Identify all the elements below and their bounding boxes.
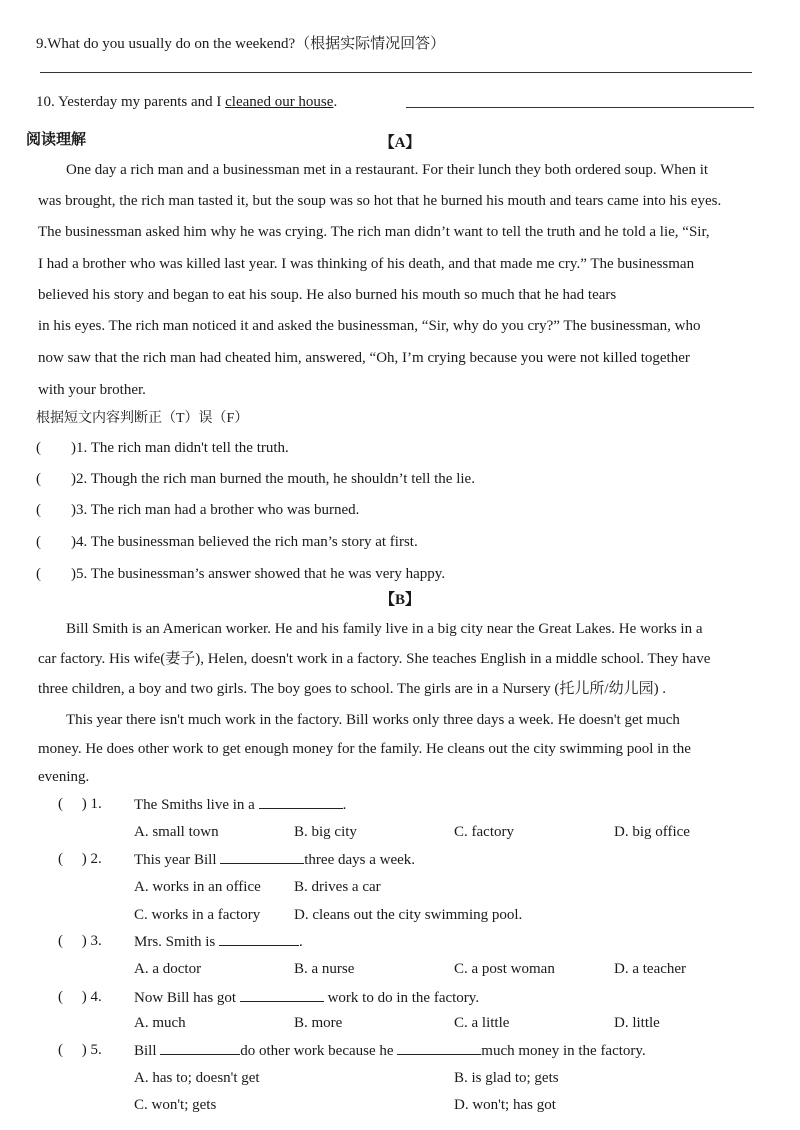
- tf-item: ( )4. The businessman believed the rich man’s story at first.: [36, 534, 418, 550]
- mc-stem: [134, 794, 346, 815]
- passage-a-line: with your brother.: [38, 382, 146, 398]
- mc-option[interactable]: D. won't; has got: [454, 1097, 556, 1113]
- passage-b-line: car factory. His wife(妻子), Helen, doesn't work in a factory. She teaches English in a middle school. They have: [38, 651, 711, 667]
- mc-bracket: ( ) 2.: [58, 851, 102, 867]
- mc-stem-text: Mrs. Smith is: [134, 934, 220, 950]
- passage-a-line: The businessman asked him why he was crying. The rich man didn’t want to tell the truth and he told a lie, “Sir,: [38, 224, 710, 240]
- passage-a-line: One day a rich man and a businessman met in a restaurant. For their lunch they both ordered soup. When it: [66, 162, 709, 178]
- mc-option[interactable]: C. factory: [454, 824, 514, 840]
- mc-bracket: ( ) 1.: [58, 796, 102, 812]
- passage-b-line: evening.: [38, 769, 90, 785]
- mc-option[interactable]: A. has to; doesn't get: [134, 1070, 260, 1086]
- question-10: [36, 92, 337, 112]
- tf-item: ( )1. The rich man didn't tell the truth.: [36, 440, 289, 456]
- mc-stem-text: This year Bill: [134, 852, 221, 868]
- mc-option[interactable]: B. drives a car: [294, 879, 381, 895]
- mc-option[interactable]: C. a post woman: [454, 961, 555, 977]
- question-10-underlined: cleaned our house: [225, 94, 334, 110]
- passage-a-line: I had a brother who was killed last year. I was thinking of his death, and that made me cry.” The businessman: [38, 256, 695, 272]
- mc-stem: [134, 987, 479, 1008]
- mc-stem-text: .: [299, 934, 303, 950]
- answer-blank[interactable]: [160, 1040, 240, 1055]
- mc-option[interactable]: D. a teacher: [614, 961, 687, 977]
- mc-option[interactable]: B. a nurse: [294, 961, 355, 977]
- mc-stem-text: Now Bill has got: [134, 990, 240, 1006]
- passage-a-line: now saw that the rich man had cheated him, answered, “Oh, I’m crying because you were not killed together: [38, 350, 690, 366]
- mc-stem-text: do other work because he: [240, 1043, 398, 1059]
- mc-stem-text: Bill: [134, 1043, 161, 1059]
- answer-line-9[interactable]: [40, 72, 752, 73]
- mc-option[interactable]: A. much: [134, 1015, 186, 1031]
- passage-b-line: This year there isn't much work in the factory. Bill works only three days a week. He doesn't get much: [66, 712, 680, 728]
- passage-b-line: money. He does other work to get enough money for the family. He cleans out the city swimming pool in the: [38, 741, 691, 757]
- passage-a-line: was brought, the rich man tasted it, but the soup was so hot that he burned his mouth and tears came into his eyes.: [38, 193, 722, 209]
- mc-option[interactable]: A. a doctor: [134, 961, 202, 977]
- mc-option[interactable]: C. works in a factory: [134, 907, 261, 923]
- answer-blank[interactable]: [219, 931, 299, 946]
- question-9: 9.What do you usually do on the weekend?（根据实际情况回答）: [36, 36, 446, 52]
- question-10-suffix: .: [333, 94, 338, 110]
- mc-option[interactable]: D. little: [614, 1015, 660, 1031]
- mc-option[interactable]: A. works in an office: [134, 879, 261, 895]
- mc-option[interactable]: C. a little: [454, 1015, 510, 1031]
- mc-option[interactable]: B. is glad to; gets: [454, 1070, 559, 1086]
- mc-option[interactable]: D. cleans out the city swimming pool.: [294, 907, 523, 923]
- answer-blank[interactable]: [397, 1040, 481, 1055]
- tf-instruction: 根据短文内容判断正（T）误（F）: [36, 411, 249, 426]
- passage-a-label: 【A】: [379, 135, 421, 151]
- tf-item: ( )3. The rich man had a brother who was burned.: [36, 502, 360, 518]
- mc-stem-text: work to do in the factory.: [323, 990, 480, 1006]
- answer-blank[interactable]: [240, 987, 324, 1002]
- mc-stem-text: .: [342, 797, 347, 813]
- mc-stem-text: three days a week.: [304, 852, 416, 868]
- mc-stem-text: The Smiths live in a: [134, 797, 259, 813]
- tf-item: ( )5. The businessman’s answer showed that he was very happy.: [36, 566, 446, 582]
- answer-blank[interactable]: [220, 849, 304, 864]
- mc-option[interactable]: C. won't; gets: [134, 1097, 217, 1113]
- mc-option[interactable]: A. small town: [134, 824, 219, 840]
- mc-stem: [134, 849, 415, 870]
- question-10-prefix: 10. Yesterday my parents and I: [36, 94, 226, 110]
- answer-blank[interactable]: [259, 794, 343, 809]
- mc-bracket: ( ) 3.: [58, 933, 102, 949]
- mc-option[interactable]: B. big city: [294, 824, 357, 840]
- mc-option[interactable]: D. big office: [614, 824, 690, 840]
- passage-a-line: in his eyes. The rich man noticed it and asked the businessman, “Sir, why do you cry?” The businessman, who: [38, 318, 701, 334]
- mc-option[interactable]: B. more: [294, 1015, 343, 1031]
- passage-b-label: 【B】: [379, 592, 420, 608]
- passage-b-line: three children, a boy and two girls. The boy goes to school. The girls are in a Nursery (托儿所/幼儿园) .: [38, 681, 667, 697]
- passage-a-line: believed his story and began to eat his soup. He also burned his mouth so much that he had tears: [38, 287, 617, 303]
- passage-b-line: Bill Smith is an American worker. He and his family live in a big city near the Great Lakes. He works in a: [66, 621, 703, 637]
- mc-bracket: ( ) 4.: [58, 989, 102, 1005]
- tf-item: ( )2. Though the rich man burned the mouth, he shouldn’t tell the lie.: [36, 471, 475, 487]
- answer-line-10[interactable]: [406, 107, 754, 108]
- mc-bracket: ( ) 5.: [58, 1042, 102, 1058]
- mc-stem: [134, 1040, 646, 1061]
- section-title: 阅读理解: [26, 132, 87, 148]
- mc-stem-text: much money in the factory.: [481, 1043, 646, 1059]
- mc-stem: [134, 931, 303, 952]
